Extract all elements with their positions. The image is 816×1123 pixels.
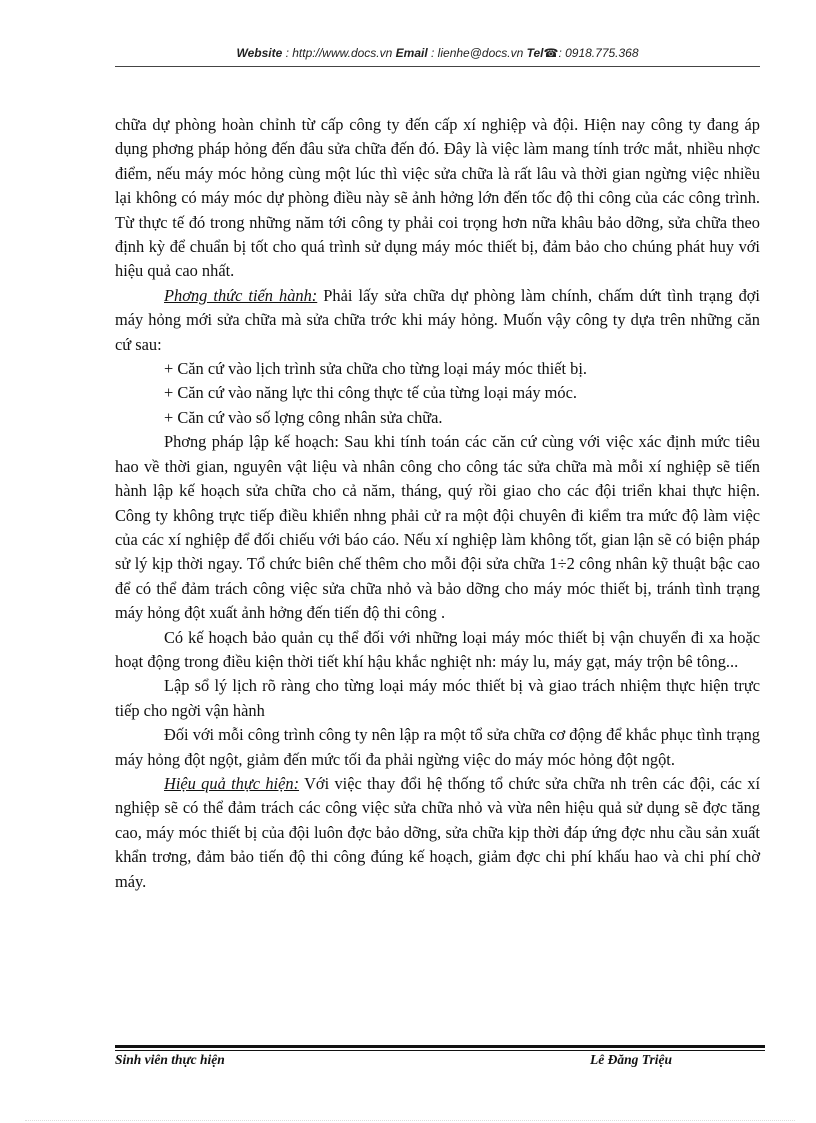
- list-item: + Căn cứ vào lịch trình sửa chữa cho từng loại máy móc thiết bị.: [164, 359, 588, 379]
- paragraph-to-co-dong: Đối với mỗi công trình công ty nên lập ra một tổ sửa chữa cơ động để khắc phục tình trạng máy hỏng đột ngột, giảm đến mức tối đa phải ngừng việc do máy móc hỏng đột ngột.: [115, 725, 760, 769]
- lead-phuong-thuc: Phơng thức tiến hành:: [164, 285, 318, 305]
- email-value: : lienhe@docs.vn: [431, 46, 524, 60]
- page-bottom-border: [25, 1120, 795, 1121]
- footer-divider-thick: [115, 1045, 765, 1048]
- website-label: Website: [236, 46, 283, 60]
- paragraph-hieu-qua-text: Với việc thay đổi hệ thống tổ chức sửa chữa nh trên các đội, các xí nghiệp sẽ có thể đảm trách các công việc sửa chữa nhỏ và vừa nên hiệu quả sử dụng sẽ đợc tăng cao, máy móc thiết bị của đội luôn đợc bảo dỡng, sửa chữa kịp thời đáp ứng đợc nhu cầu sản xuất khẩn trơng, đảm bảo tiến độ thi công đúng kế hoạch, giảm đợc chi phí khấu hao và chi phí chờ máy.: [115, 773, 760, 891]
- header-divider: [115, 66, 760, 67]
- website-value: : http://www.docs.vn: [285, 46, 393, 60]
- list-item: + Căn cứ vào năng lực thi công thực tế của từng loại máy móc.: [164, 383, 577, 403]
- lead-hieu-qua: Hiệu quả thực hiện:: [164, 773, 300, 793]
- email-label: Email: [395, 46, 428, 60]
- document-body: [115, 113, 760, 894]
- page-header: [115, 46, 760, 60]
- footer-student-label: Sinh viên thực hiện: [115, 1052, 225, 1067]
- paragraph-hieu-qua: [115, 772, 760, 894]
- paragraph-phuong-thuc: [115, 284, 760, 357]
- tel-label: Tel: [526, 46, 544, 60]
- paragraph-continuation: chữa dự phòng hoàn chỉnh từ cấp công ty đến cấp xí nghiệp và đội. Hiện nay công ty đang áp dụng phơng pháp hỏng đến đâu sửa chữa đến đó. Đây là việc làm mang tính trớc mắt, nhiều nhợc điểm, nếu máy móc hỏng cùng một lúc thì việc sửa chữa là rất lâu và thời gian ngừng việc nhiều lại không có máy móc dự phòng điều này sẽ ảnh hởng lớn đến tốc độ thi công của các công trình. Từ thực tế đó trong những năm tới công ty phải coi trọng hơn nữa khâu bảo dỡng, sửa chữa theo định kỳ để chuẩn bị tốt cho quá trình sử dụng máy móc thiết bị, đảm bảo cho chúng phát huy với hiệu quả cao nhất.: [115, 115, 760, 281]
- footer-author-name: Lê Đăng Triệu: [590, 1052, 672, 1067]
- paragraph-ke-hoach: Phơng pháp lập kế hoạch: Sau khi tính toán các căn cứ cùng với việc xác định mức tiêu hao về thời gian, nguyên vật liệu và nhân công cho công tác sửa chữa mà mỗi xí nghiệp sẽ tiến hành lập kế hoạch sửa chữa cho cả năm, tháng, quý rồi giao cho các đội triển khai thực hiện. Công ty không trực tiếp điều khiển nhng phải cử ra một đội chuyên đi kiểm tra mức độ làm việc của các xí nghiệp để đối chiếu với báo cáo. Nếu xí nghiệp làm không tốt, gian lận sẽ có biện pháp sử lý kịp thời ngay. Tổ chức biên chế thêm cho mỗi đội sửa chữa 1÷2 công nhân kỹ thuật bậc cao để có thể đảm trách công việc sửa chữa nhỏ và bảo dỡng cho máy móc thiết bị, tránh tình trạng máy hỏng đột xuất ảnh hởng đến tiến độ thi công .: [115, 432, 760, 623]
- paragraph-bao-quan: Có kế hoạch bảo quản cụ thể đối với những loại máy móc thiết bị vận chuyển đi xa hoặc hoạt động trong điều kiện thời tiết khí hậu khắc nghiệt nh: máy lu, máy gạt, máy trộn bê tông...: [115, 627, 760, 671]
- paragraph-so-ly-lich: Lập sổ lý lịch rõ ràng cho từng loại máy móc thiết bị và giao trách nhiệm thực hiện trực tiếp cho ngời vận hành: [115, 676, 760, 720]
- tel-value: ☎: 0918.775.368: [543, 46, 639, 60]
- list-item: + Căn cứ vào số lợng công nhân sửa chữa.: [164, 407, 443, 427]
- footer-divider-thin: [115, 1050, 765, 1051]
- paragraph-phuong-thuc-text: Phải lấy sửa chữa dự phòng làm chính, chấm dứt tình trạng đợi máy hỏng mới sửa chữa mà sửa chữa trớc khi máy hỏng. Muốn vậy công ty dựa trên những căn cứ sau:: [115, 285, 760, 354]
